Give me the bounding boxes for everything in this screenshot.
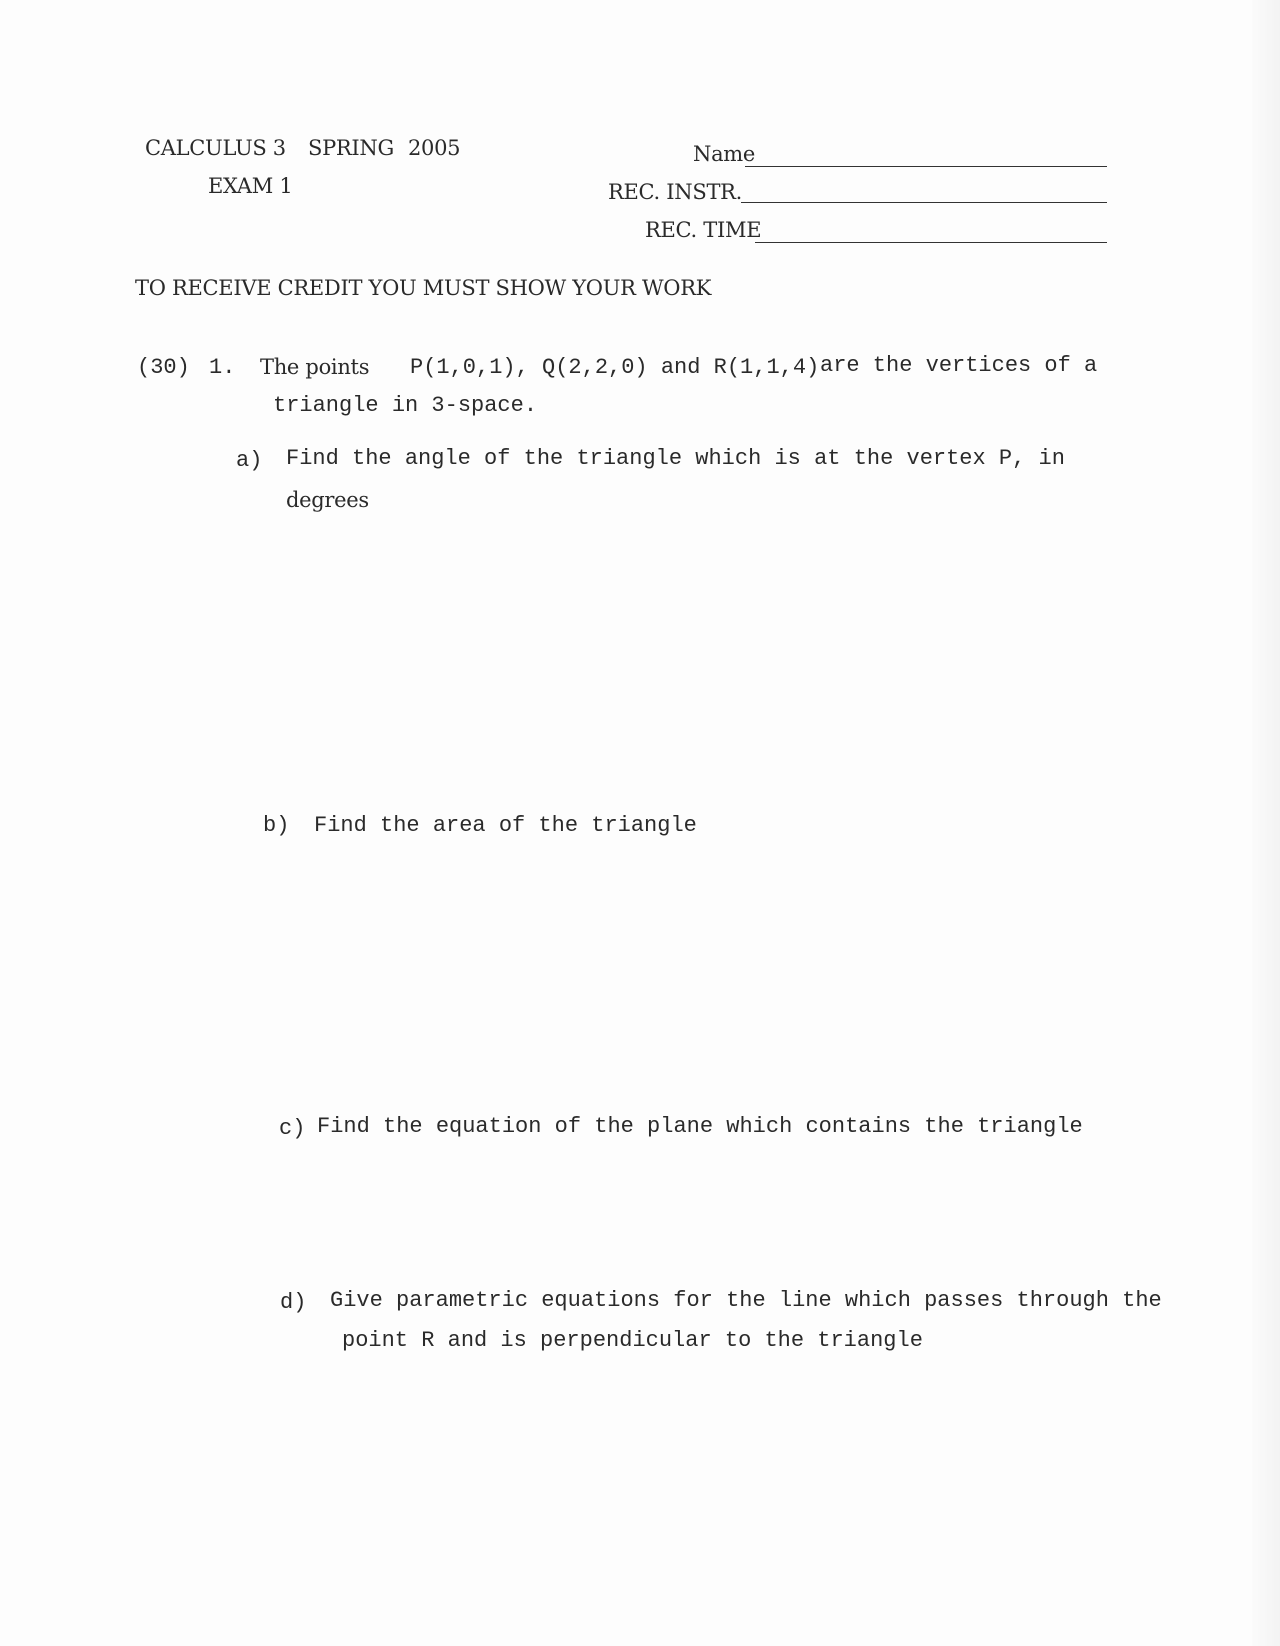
problem-stem-line2: triangle in 3-space.: [273, 393, 538, 418]
problem-stem-points: P(1,0,1), Q(2,2,0) and R(1,1,4): [410, 355, 820, 380]
term-label: SPRING: [308, 136, 394, 160]
problem-stem-tail: are the vertices of a: [820, 353, 1098, 378]
course-title: CALCULUS 3: [145, 136, 286, 160]
name-label: Name: [693, 142, 756, 166]
instructor-field-line[interactable]: [741, 202, 1107, 203]
instructions: TO RECEIVE CREDIT YOU MUST SHOW YOUR WORK: [135, 276, 712, 300]
part-b-text: Find the area of the triangle: [314, 813, 697, 838]
instructor-label: REC. INSTR.: [608, 180, 743, 204]
year-label: 2005: [408, 136, 461, 160]
part-c-label: c): [279, 1116, 306, 1141]
part-d-text: Give parametric equations for the line which passes through the: [330, 1288, 1162, 1313]
time-label: REC. TIME: [645, 218, 762, 242]
part-d-text-line2: point R and is perpendicular to the triangle: [342, 1328, 923, 1353]
part-a-label: a): [236, 448, 263, 473]
part-a-text: Find the angle of the triangle which is at the vertex P, in: [286, 446, 1065, 471]
part-d-label: d): [280, 1290, 307, 1315]
time-field-line[interactable]: [755, 242, 1107, 243]
part-c-text: Find the equation of the plane which contains the triangle: [317, 1114, 1083, 1139]
part-b-label: b): [263, 813, 290, 838]
exam-title: EXAM 1: [208, 174, 293, 198]
problem-points: (30): [137, 355, 190, 380]
scan-edge-shadow: [1252, 0, 1280, 1646]
problem-stem-text: The points: [260, 355, 370, 379]
part-a-text-line2: degrees: [286, 488, 369, 512]
name-field-line[interactable]: [745, 166, 1107, 167]
problem-number: 1.: [209, 355, 236, 380]
